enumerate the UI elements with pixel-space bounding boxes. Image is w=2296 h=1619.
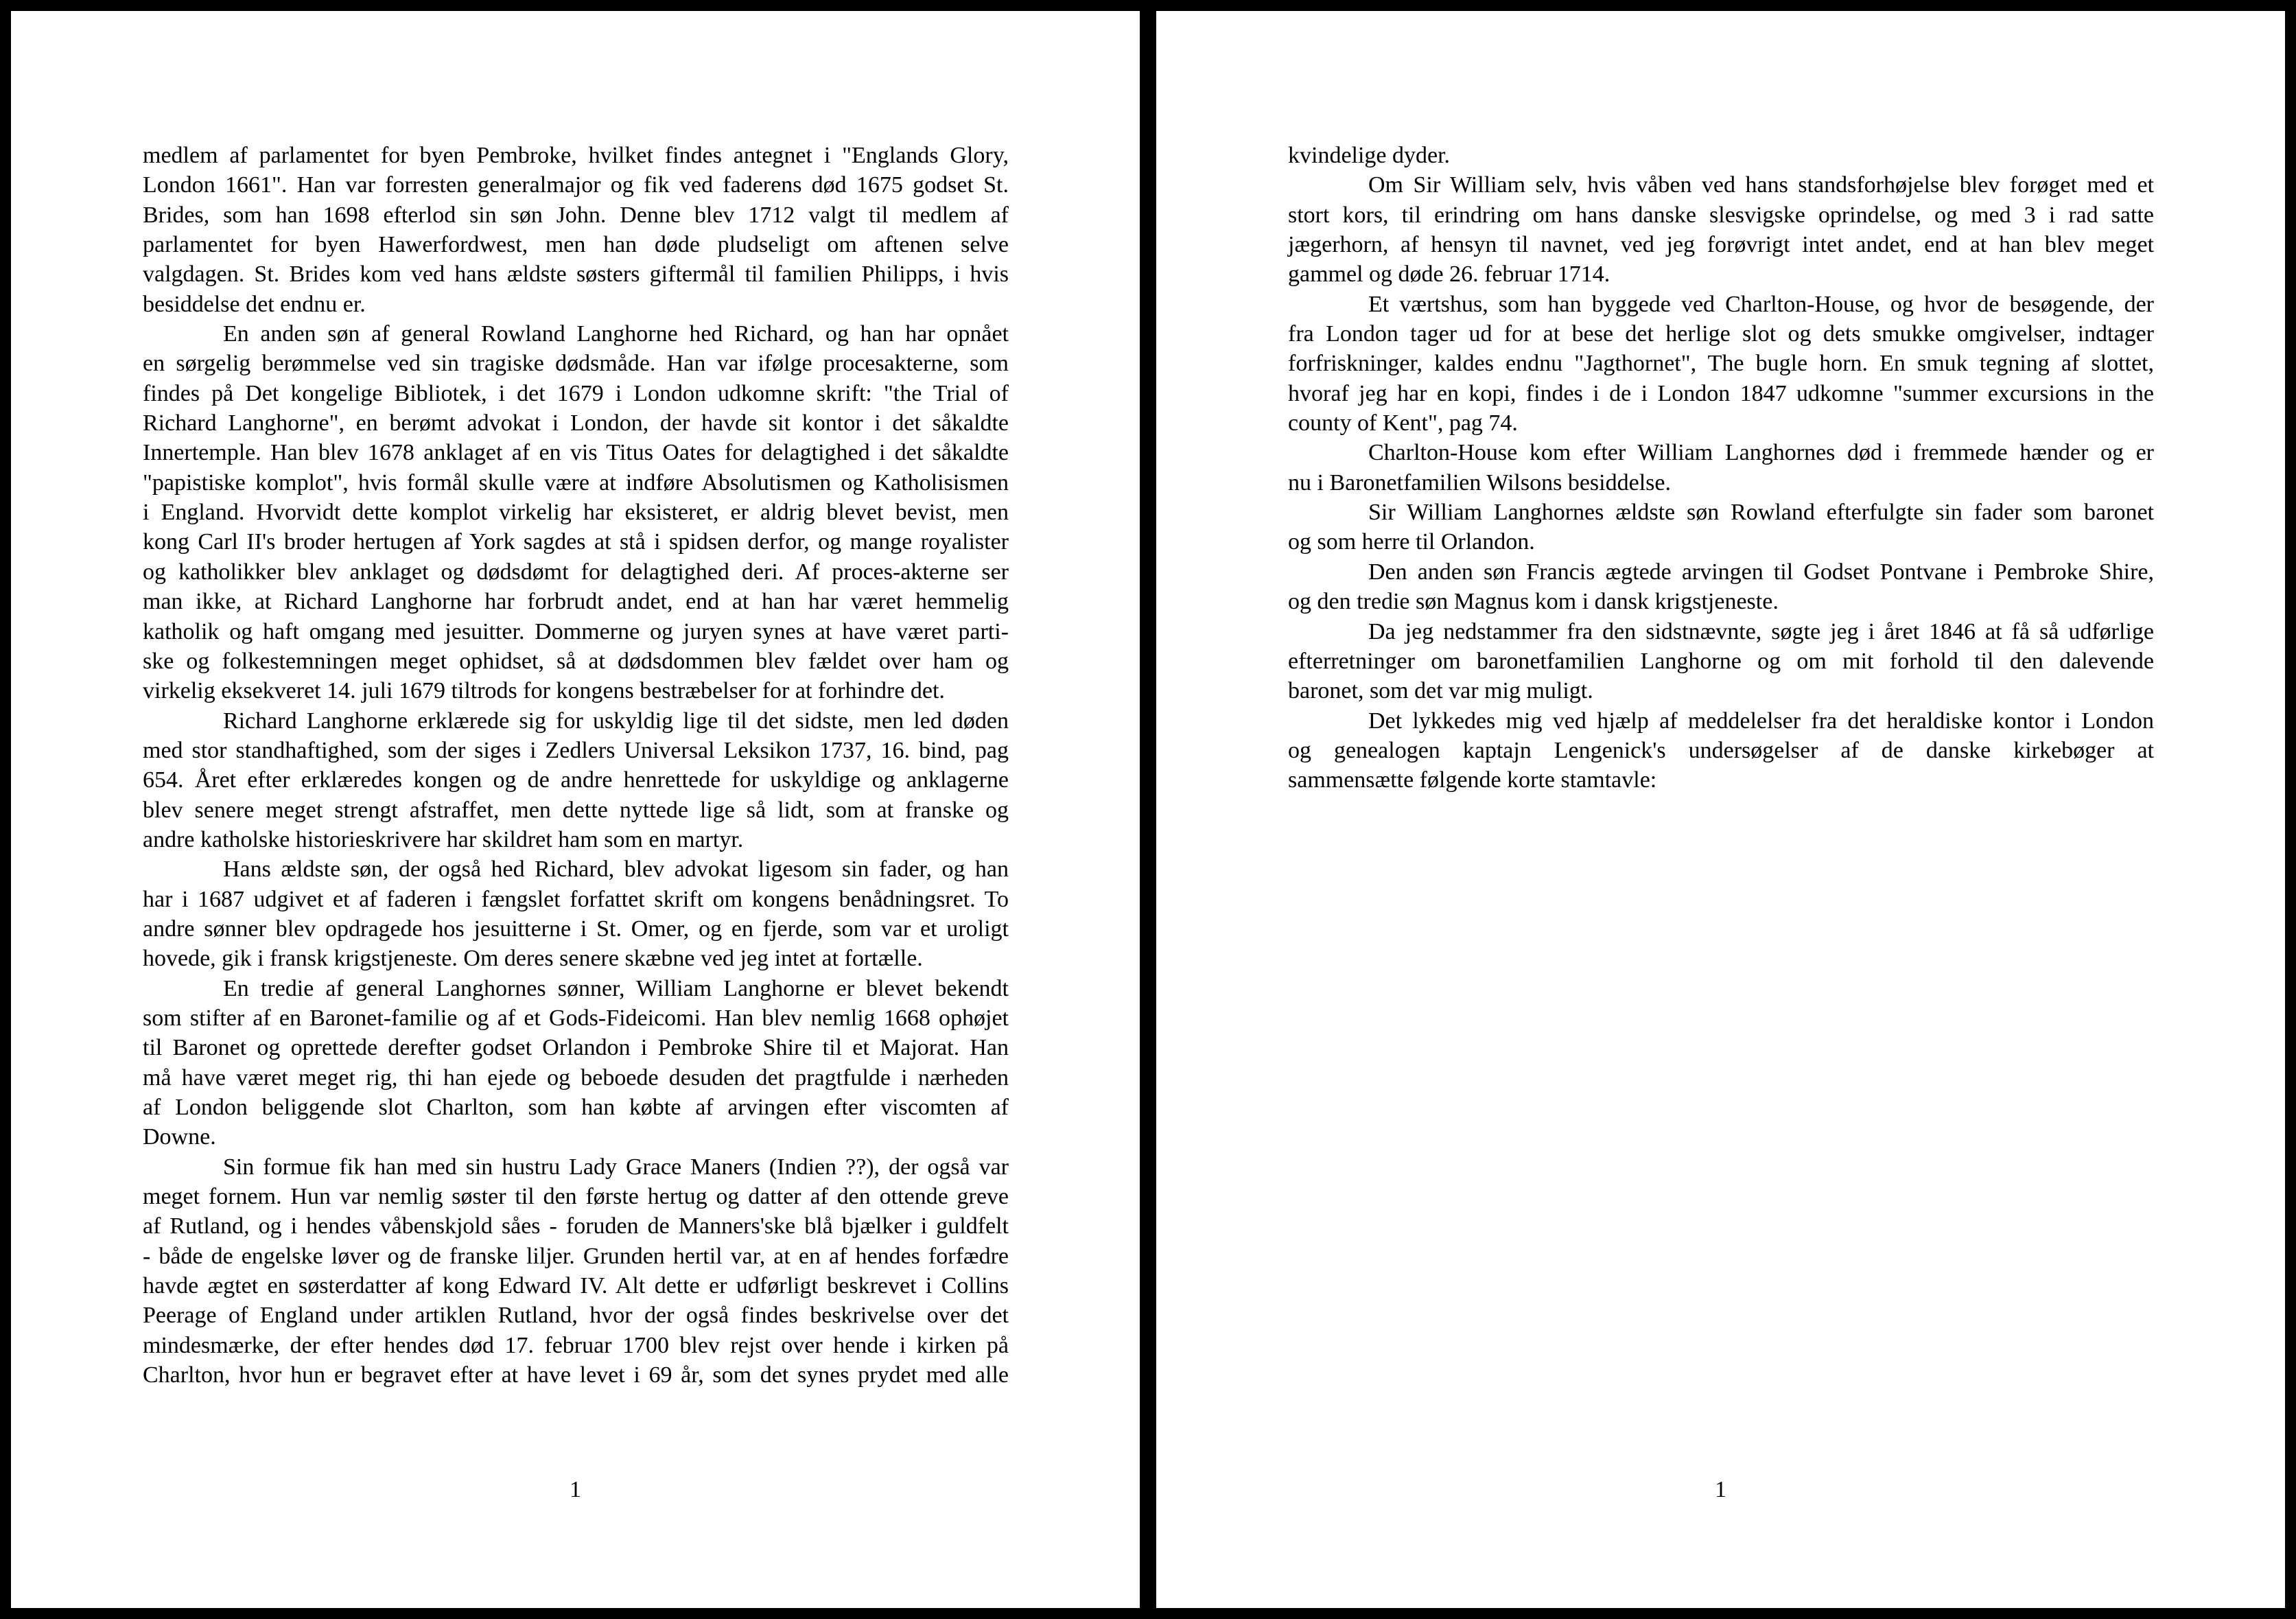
- text-line: efterretninger om baronetfamilien Langhorne og om mit forhold til den dalevende: [1288, 648, 2154, 674]
- text-line: Hans ældste søn, der også hed Richard, blev advokat ligesom sin fader, og han: [223, 857, 1009, 883]
- paragraph: [1288, 170, 2154, 289]
- text-line: findes på Det kongelige Bibliotek, i det 1679 i London udkomne skrift: "the Trial of: [143, 380, 1009, 406]
- paragraph: [1288, 141, 2154, 170]
- page-number: 1: [570, 1477, 581, 1502]
- text-line: i England. Hvorvidt dette komplot virkelig har eksisteret, er aldrig blevet bevist, men: [143, 500, 1009, 526]
- page-left: [11, 11, 1140, 1608]
- paragraph: [1288, 438, 2154, 498]
- text-line: til Baronet og oprettede derefter godset Orlandon i Pembroke Shire til et Majorat. Han: [143, 1035, 1009, 1061]
- paragraph: [143, 141, 1009, 319]
- text-line: jægerhorn, af hensyn til navnet, ved jeg forøvrigt intet andet, end at han blev meget: [1288, 232, 2154, 258]
- text-line: og katholikker blev anklaget og dødsdømt for delagtighed deri. Af proces-akterne ser: [143, 559, 1009, 585]
- text-line: En tredie af general Langhornes sønner, William Langhorne er blevet bekendt: [223, 975, 1009, 1001]
- text-line: Innertemple. Han blev 1678 anklaget af en vis Titus Oates for delagtighed i det såkaldte: [143, 440, 1009, 466]
- text-line: hovede, gik i fransk krigstjeneste. Om deres senere skæbne ved jeg intet at fortælle.: [143, 946, 923, 972]
- text-line: medlem af parlamentet for byen Pembroke, hvilket findes antegnet i "Englands Glory,: [143, 143, 1009, 168]
- paragraph: [1288, 290, 2154, 439]
- paragraph: [1288, 706, 2154, 795]
- text-line: blev senere meget strengt afstraffet, men dette nyttede lige så lidt, som at franske og: [143, 797, 1009, 823]
- text-line: gammel og døde 26. februar 1714.: [1288, 261, 1610, 288]
- text-line: "papistiske komplot", hvis formål skulle være at indføre Absolutismen og Katholisismen: [143, 469, 1009, 496]
- text-line: fra London tager ud for at bese det herlige slot og dets smukke omgivelser, indtager: [1288, 321, 2154, 347]
- text-line: kong Carl II's broder hertugen af York sagdes at stå i spidsen derfor, og mange royalister: [143, 529, 1009, 555]
- text-line: hvoraf jeg har en kopi, findes i de i London 1847 udkomne "summer excursions in the: [1288, 380, 2154, 406]
- text-line: forfriskninger, kaldes endnu "Jagthornet", The bugle horn. En smuk tegning af slottet,: [1288, 351, 2154, 377]
- paragraph: [143, 974, 1009, 1152]
- text-line: virkelig eksekveret 14. juli 1679 tiltrods for kongens bestræbelser for at forhindre det.: [143, 678, 945, 704]
- page-right: [1156, 11, 2285, 1608]
- text-line: parlamentet for byen Hawerfordwest, men han døde pludseligt om aftenen selve: [143, 232, 1009, 258]
- text-line: mindesmærke, der efter hendes død 17. februar 1700 blev rejst over hende i kirken på: [143, 1332, 1009, 1358]
- text-line: Charlton, hvor hun er begravet efter at have levet i 69 år, som det synes prydet med alle: [143, 1362, 1009, 1388]
- text-line: har i 1687 udgivet et af faderen i fængslet forfattet skrift om kongens benådningsret. To: [143, 886, 1009, 912]
- text-line: ske og folkestemningen meget ophidset, så at dødsdommen blev fældet over ham og: [143, 648, 1009, 674]
- body-text: [143, 141, 1009, 1390]
- text-line: En anden søn af general Rowland Langhorne hed Richard, og han har opnået: [223, 321, 1009, 347]
- text-line: Den anden søn Francis ægtede arvingen til Godset Pontvane i Pembroke Shire,: [1368, 559, 2154, 585]
- text-line: county of Kent", pag 74.: [1288, 410, 1518, 436]
- text-line: kvindelige dyder.: [1288, 143, 1451, 168]
- paragraph: [143, 854, 1009, 973]
- text-line: man ikke, at Richard Langhorne har forbrudt andet, end at han har været hemmelig: [143, 589, 1009, 615]
- text-line: Et værtshus, som han byggede ved Charlton-House, og hvor de besøgende, der: [1368, 291, 2154, 317]
- text-line: af London beliggende slot Charlton, som han købte af arvingen efter viscomten af: [143, 1095, 1009, 1120]
- page-number: 1: [1715, 1477, 1726, 1502]
- text-line: Charlton-House kom efter William Langhornes død i fremmede hænder og er: [1368, 440, 2154, 466]
- text-line: Richard Langhorne", en berømt advokat i London, der havde sit kontor i det såkaldte: [143, 410, 1009, 436]
- text-line: andre katholske historieskrivere har skildret ham som en martyr.: [143, 826, 744, 852]
- text-line: Sir William Langhornes ældste søn Rowland efterfulgte sin fader som baronet: [1368, 500, 2154, 526]
- text-line: Om Sir William selv, hvis våben ved hans standsforhøjelse blev forøget med et: [1368, 172, 2154, 198]
- text-line: og den tredie søn Magnus kom i dansk krigstjeneste.: [1288, 589, 1779, 615]
- text-line: sammensætte følgende korte stamtavle:: [1288, 767, 1657, 793]
- text-line: 654. Året efter erklæredes kongen og de andre henrettede for uskyldige og anklagerne: [143, 767, 1009, 793]
- text-line: nu i Baronetfamilien Wilsons besiddelse.: [1288, 469, 1671, 496]
- text-line: havde ægtet en søsterdatter af kong Edward IV. Alt dette er udførligt beskrevet i Collins: [143, 1273, 1009, 1299]
- body-text: [1288, 141, 2154, 795]
- text-line: Richard Langhorne erklærede sig for uskyldig lige til det sidste, men led døden: [223, 708, 1009, 734]
- text-line: andre sønner blev opdragede hos jesuitterne i St. Omer, og en fjerde, som var et uroligt: [143, 916, 1009, 942]
- text-line: katholik og haft omgang med jesuitter. Dommerne og juryen synes at have været parti-: [143, 618, 1009, 644]
- paragraph: [1288, 617, 2154, 706]
- paragraph: [143, 319, 1009, 706]
- text-line: Det lykkedes mig ved hjælp af meddelelser fra det heraldiske kontor i London: [1368, 708, 2154, 734]
- text-line: må have været meget rig, thi han ejede og beboede desuden det pragtfulde i nærheden: [143, 1064, 1009, 1091]
- text-line: valgdagen. St. Brides kom ved hans ældste søsters giftermål til familien Philipps, i hvis: [143, 261, 1009, 288]
- text-line: Brides, som han 1698 efterlod sin søn John. Denne blev 1712 valgt til medlem af: [143, 202, 1009, 228]
- text-line: London 1661". Han var forresten generalmajor og fik ved faderens død 1675 godset St.: [143, 172, 1009, 198]
- text-line: Sin formue fik han med sin hustru Lady Grace Maners (Indien ??), der også var: [223, 1154, 1009, 1180]
- text-line: - både de engelske løver og de franske liljer. Grunden hertil var, at en af hendes forfædre: [143, 1243, 1009, 1269]
- text-line: Da jeg nedstammer fra den sidstnævnte, søgte jeg i året 1846 at få så udførlige: [1368, 618, 2154, 644]
- text-line: og genealogen kaptajn Lengenick's undersøgelser af de danske kirkebøger at: [1288, 737, 2154, 763]
- paragraph: [1288, 557, 2154, 617]
- text-line: meget fornem. Hun var nemlig søster til den første hertug og datter af den ottende greve: [143, 1184, 1009, 1210]
- paragraph: [1288, 498, 2154, 557]
- text-line: stort kors, til erindring om hans danske slesvigske oprindelse, og med 3 i rad satte: [1288, 202, 2154, 228]
- text-line: besiddelse det endnu er.: [143, 291, 366, 317]
- text-line: og som herre til Orlandon.: [1288, 529, 1535, 555]
- text-line: en sørgelig berømmelse ved sin tragiske dødsmåde. Han var ifølge procesakterne, som: [143, 351, 1009, 377]
- text-line: Downe.: [143, 1124, 216, 1150]
- paragraph: [143, 1152, 1009, 1390]
- text-line: af Rutland, og i hendes våbenskjold såes - foruden de Manners'ske blå bjælker i guldfelt: [143, 1213, 1009, 1239]
- text-line: baronet, som det var mig muligt.: [1288, 678, 1593, 704]
- paragraph: [143, 706, 1009, 855]
- text-line: som stifter af en Baronet-familie og af et Gods-Fideicomi. Han blev nemlig 1668 ophøjet: [143, 1005, 1009, 1031]
- text-line: med stor standhaftighed, som der siges i Zedlers Universal Leksikon 1737, 16. bind, pag: [143, 737, 1009, 763]
- text-line: Peerage of England under artiklen Rutland, hvor der også findes beskrivelse over det: [143, 1303, 1009, 1329]
